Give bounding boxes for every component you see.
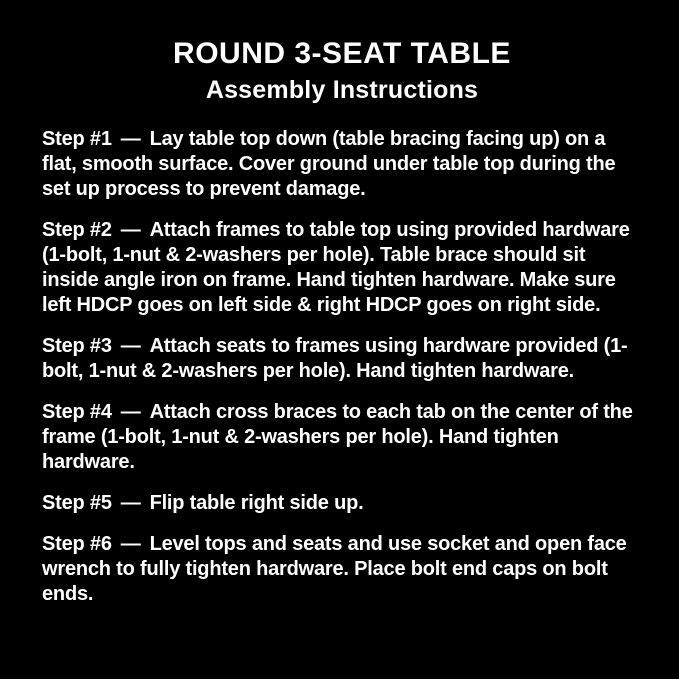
step-paragraph-3 xyxy=(42,334,642,384)
step-paragraph-1 xyxy=(42,127,642,202)
step-text: Attach seats to frames using hardware provided (1-bolt, 1-nut & 2-washers per hole). Hand tighten hardware. xyxy=(42,335,628,382)
instructions-list xyxy=(42,127,642,607)
step-paragraph-5 xyxy=(42,491,642,516)
step-dash: — xyxy=(120,533,141,555)
page-subtitle: Assembly Instructions xyxy=(205,76,479,104)
step-text: Level tops and seats and use socket and open face wrench to fully tighten hardware. Place bolt end caps on bolt ends. xyxy=(42,533,627,605)
step-text: Attach cross braces to each tab on the center of the frame (1-bolt, 1-nut & 2-washers per hole). Hand tighten hardware. xyxy=(42,401,633,473)
poster-header xyxy=(42,36,642,105)
step-text: Lay table top down (table bracing facing up) on a flat, smooth surface. Cover ground under table top during the set up process to prevent damage. xyxy=(42,128,616,200)
step-paragraph-2 xyxy=(42,218,642,318)
step-label: Step #6 xyxy=(42,533,112,555)
page-title: ROUND 3-SEAT TABLE xyxy=(173,37,511,70)
step-label: Step #4 xyxy=(42,401,112,423)
step-label: Step #1 xyxy=(42,128,112,150)
step-paragraph-4 xyxy=(42,400,642,475)
step-dash: — xyxy=(120,128,141,150)
step-dash: — xyxy=(120,492,141,514)
step-text: Attach frames to table top using provided hardware (1-bolt, 1-nut & 2-washers per hole). Table brace should sit inside angle iron on frame. Hand tighten hardware. Make sure left HDCP goes on left side & right HDCP goes on right side. xyxy=(42,219,630,316)
step-text: Flip table right side up. xyxy=(149,492,364,514)
step-label: Step #3 xyxy=(42,335,112,357)
step-dash: — xyxy=(120,335,141,357)
step-dash: — xyxy=(120,219,141,241)
step-label: Step #2 xyxy=(42,219,112,241)
step-label: Step #5 xyxy=(42,492,112,514)
step-dash: — xyxy=(120,401,141,423)
step-paragraph-6 xyxy=(42,532,642,607)
